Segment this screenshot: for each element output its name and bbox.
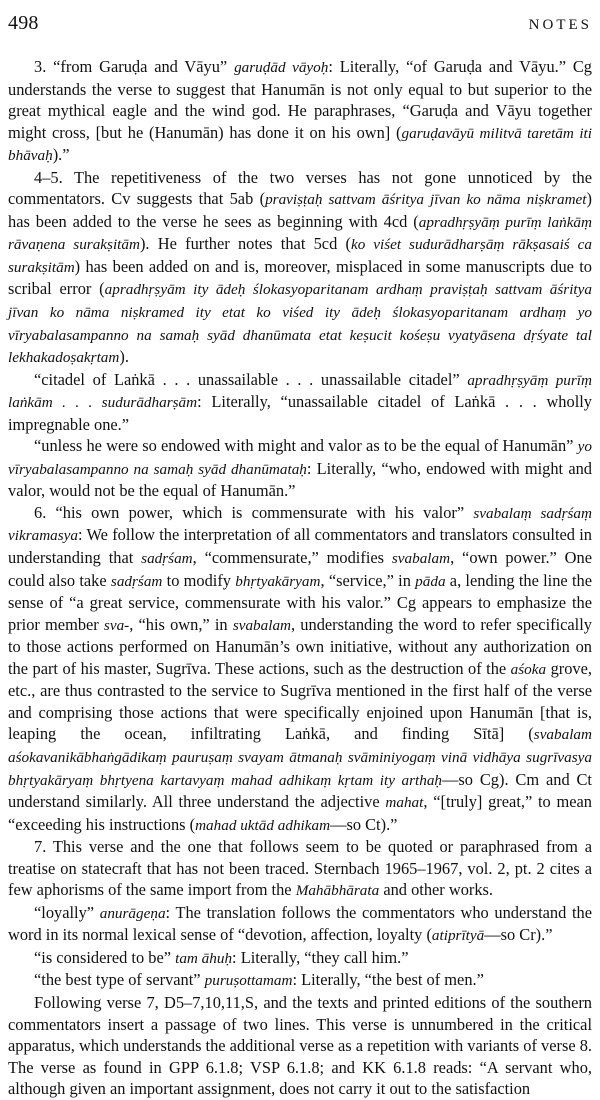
sanskrit-term: sadṛśam <box>141 550 193 568</box>
text-run: —so Cr).” <box>484 925 553 945</box>
text-run: , “his own,” in <box>129 614 233 634</box>
text-run: ). <box>119 347 129 367</box>
note-paragraph <box>8 502 592 836</box>
sanskrit-term: yo vīryabalasampanno na samaḥ syād dhanūmataḥ <box>8 438 592 478</box>
text-run: “unless he were so endowed with might and valor as to be the equal of Hanumān” <box>34 436 578 456</box>
sanskrit-term: mahat <box>385 794 424 812</box>
note-paragraph <box>8 56 592 167</box>
notes-body <box>8 56 592 1100</box>
text-run: : Literally, “the best of men.” <box>292 970 484 990</box>
text-run: , “service,” in <box>320 570 416 590</box>
note-paragraph <box>8 969 592 992</box>
sanskrit-term: svabalam <box>232 616 292 634</box>
sanskrit-term: apradhṛṣyām ity ādeḥ ślokasyoparitanam ardhaṃ praviṣṭaḥ sattvam āśritya jīvan ko nāma niṣkramed ity etat ko viśed ity ādeḥ ślokasyoparitanam ardhaṃ yo vīryabalasampanno na samaḥ syād dhanūmata etat keṣucit kośeṣu vyatyāsena dṛśyate tal lekhakadoṣakṛtam <box>8 281 592 367</box>
sanskrit-term: svabalam <box>391 550 451 568</box>
text-run: and other works. <box>379 880 494 900</box>
text-run: 7. This verse and the one that follows seem to be quoted or paraphrased from a treatise on statecraft that has not been traced. Sternbach 1965–1967, vol. 2, pt. 2 cites a few aphorisms of the same import from the <box>8 837 592 900</box>
sanskrit-term: apradhṛṣyāṃ purīṃ laṅkāṃ rāvaṇena surakṣitām <box>8 213 592 254</box>
text-run: “loyally” <box>34 902 100 922</box>
text-run: ). He further notes that 5cd ( <box>139 234 351 254</box>
text-run: ) has been added to the verse he sees as beginning with 4cd ( <box>8 189 592 231</box>
page-number: 498 <box>8 12 39 34</box>
text-run: —so Ct).” <box>330 814 398 834</box>
sanskrit-term: apradhṛṣyāṃ purīṃ laṅkām . . . sudurādharṣām <box>8 371 592 412</box>
text-run: “is considered to be” <box>34 947 176 967</box>
sanskrit-term: tam āhuḥ <box>175 949 233 967</box>
sanskrit-term: garuḍavāyū militvā taretām iti bhāvaḥ <box>8 124 592 165</box>
text-run: : Literally, “of Garuḍa and Vāyu.” Cg understands the verse to suggest that Hanumān is not only equal to but superior to the great mythical eagle and the wind god. He paraphrases, “Garuḍa and Vāyu together might cross, [but he (Hanumān) has done it on his own] ( <box>8 57 592 142</box>
text-run: —so Cg). Cm and Ct understand similarly. All three understand the adjective <box>8 769 592 812</box>
note-paragraph <box>8 167 592 369</box>
sanskrit-term: sadṛśam <box>110 572 163 590</box>
text-run: , understanding the word to refer specifically to those actions performed on Hanumān’s own initiative, without any authorization on the part of his master, Sugrīva. These actions, such as the destruction of the <box>8 614 592 678</box>
text-run: , “own power.” One could also take <box>8 548 592 590</box>
text-run: “the best type of servant” <box>34 970 205 990</box>
sanskrit-term: puruṣottamam <box>204 972 293 990</box>
sanskrit-term: anurāgeṇa <box>99 904 166 922</box>
text-run: Following verse 7, D5–7,10,11,S, and the texts and printed editions of the southern commentators insert a passage of two lines. This verse is unnumbered in the critical apparatus, which understands the additional verse as a repetition with variants of verse 8. The verse as found in GPP 6.1.8; VSP 6.1.8; and KK 6.1.8 reads: “A servant who, although given an important assignment, does not carry it out to the satisfaction <box>8 992 592 1099</box>
running-head <box>8 12 592 36</box>
sanskrit-term: praviṣṭaḥ sattvam āśritya jīvan ko nāma niṣkramet <box>265 191 587 209</box>
note-paragraph <box>8 369 592 436</box>
sanskrit-term: mahad uktād adhikam <box>195 816 331 834</box>
text-run: 3. “from Garuḍa and Vāyu” <box>34 57 235 76</box>
sanskrit-term: svabalaṃ sadṛśaṃ vikramasya <box>8 504 592 545</box>
sanskrit-term: pāda <box>415 572 446 590</box>
note-paragraph <box>8 836 592 902</box>
text-run: to modify <box>162 570 236 590</box>
section-title: NOTES <box>528 17 592 33</box>
text-run: : The translation follows the commentators who understand the word in its normal lexical sense of “devotion, affection, loyalty ( <box>8 902 592 945</box>
sanskrit-term: Mahābhārata <box>295 882 380 900</box>
text-run: ) has been added on and is, moreover, misplaced in some manuscripts due to scribal error ( <box>8 256 592 299</box>
text-run: , “[truly] great,” to mean “exceeding his instructions ( <box>8 792 592 834</box>
sanskrit-term: atiprītyā <box>431 927 485 945</box>
text-run: 4–5. The repetitiveness of the two verses has not gone unnoticed by the commentators. Cv suggests that 5ab ( <box>8 167 592 209</box>
note-paragraph <box>8 947 592 970</box>
text-run: : Literally, “who, endowed with might and valor, would not be the equal of Hanumān.” <box>8 458 592 501</box>
note-paragraph <box>8 435 592 502</box>
sanskrit-term: svabalam aśokavanikābhaṅgādikaṃ pauruṣaṃ svayam ātmanaḥ svāminiyogaṃ vinā vidhāya sugrīvasya bhṛtyakāryaṃ bhṛtyena kartavyaṃ mahad adhikaṃ kṛtam ity arthaḥ <box>8 726 592 789</box>
text-run: ).” <box>52 145 70 165</box>
note-paragraph <box>8 992 592 1100</box>
note-paragraph <box>8 902 592 947</box>
text-run: , “commensurate,” modifies <box>192 548 392 568</box>
text-run: grove, etc., are thus contrasted to the service to Sugrīva mentioned in the first half of the verse and comprising those actions that were specifically enjoined upon Hanumān [that is, leaping the ocean, infiltrating Laṅkā, and finding Sītā] ( <box>8 658 592 744</box>
sanskrit-term: ko viśet sudurādharṣāṃ rākṣasaiś ca surakṣitām <box>8 236 592 276</box>
sanskrit-term: sva- <box>103 616 130 634</box>
text-run: : We follow the interpretation of all commentators and translators consulted in understanding that <box>8 525 592 568</box>
text-run: a, lending the line the sense of “a great service, commensurate with his valor.” Cg appears to emphasize the prior member <box>8 570 592 634</box>
sanskrit-term: aśoka <box>510 660 547 678</box>
text-run: : Literally, “they call him.” <box>232 947 409 967</box>
sanskrit-term: garuḍād vāyoḥ <box>234 59 329 76</box>
text-run: : Literally, “unassailable citadel of Laṅkā . . . wholly impregnable one.” <box>8 392 593 434</box>
text-run: 6. “his own power, which is commensurate with his valor” <box>34 502 474 522</box>
sanskrit-term: bhṛtyakāryam <box>235 572 321 590</box>
text-run: “citadel of Laṅkā . . . unassailable . . . unassailable citadel” <box>34 369 468 389</box>
